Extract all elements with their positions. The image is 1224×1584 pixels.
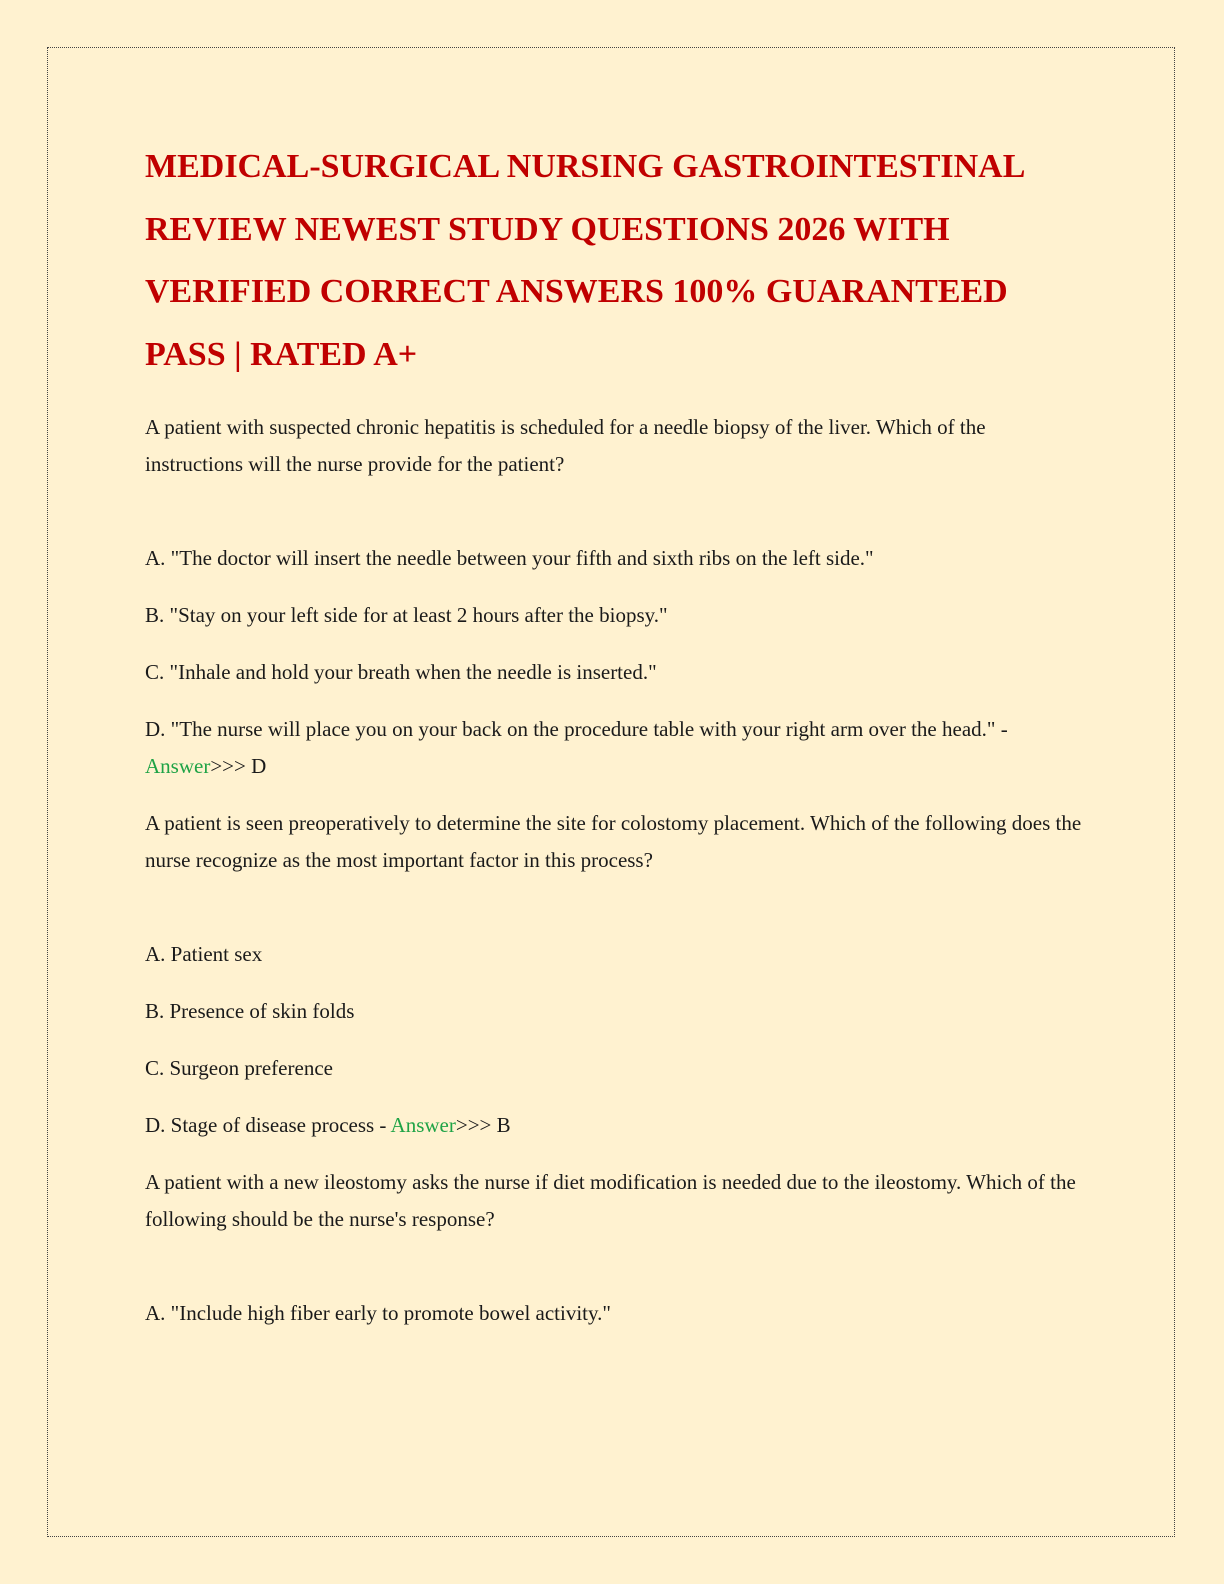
option-c: C. "Inhale and hold your breath when the needle is inserted." xyxy=(145,660,657,684)
answer-label: Answer xyxy=(145,754,211,778)
question-3 xyxy=(145,1164,1085,1332)
question-stem: A patient is seen preoperatively to determine the site for colostomy placement. Which of the following does the nurse recognize as the most important factor in this process? xyxy=(145,811,1082,872)
option-a: A. Patient sex xyxy=(145,942,263,966)
answer-label: Answer xyxy=(390,1113,456,1137)
answer-value: >>> B xyxy=(455,1113,511,1137)
option-b: B. Presence of skin folds xyxy=(145,999,355,1023)
question-stem: A patient with suspected chronic hepatitis is scheduled for a needle biopsy of the liver. Which of the instructions will the nurse provide for the patient? xyxy=(145,415,986,476)
answer-value: >>> D xyxy=(210,754,267,778)
option-d-with-answer xyxy=(145,711,1085,785)
question-2 xyxy=(145,805,1085,1144)
option-a: A. "Include high fiber early to promote bowel activity." xyxy=(145,1301,611,1325)
question-stem: A patient with a new ileostomy asks the nurse if diet modification is needed due to the ileostomy. Which of the following should be the nurse's response? xyxy=(145,1170,1076,1231)
option-d-with-answer xyxy=(145,1107,1085,1144)
question-1 xyxy=(145,409,1085,785)
option-d: D. Stage of disease process - xyxy=(145,1113,391,1137)
document-title: MEDICAL-SURGICAL NURSING GASTROINTESTINAL REVIEW NEWEST STUDY QUESTIONS 2026 WITH VERIFIED CORRECT ANSWERS 100% GUARANTEED PASS | RATED A+ xyxy=(145,148,1024,373)
option-d: D. "The nurse will place you on your back on the procedure table with your right arm over the head." - xyxy=(145,717,1008,741)
option-b: B. "Stay on your left side for at least 2 hours after the biopsy." xyxy=(145,603,668,627)
option-c: C. Surgeon preference xyxy=(145,1056,333,1080)
option-a: A. "The doctor will insert the needle between your fifth and sixth ribs on the left side." xyxy=(145,546,874,570)
document-content xyxy=(145,136,1085,1332)
